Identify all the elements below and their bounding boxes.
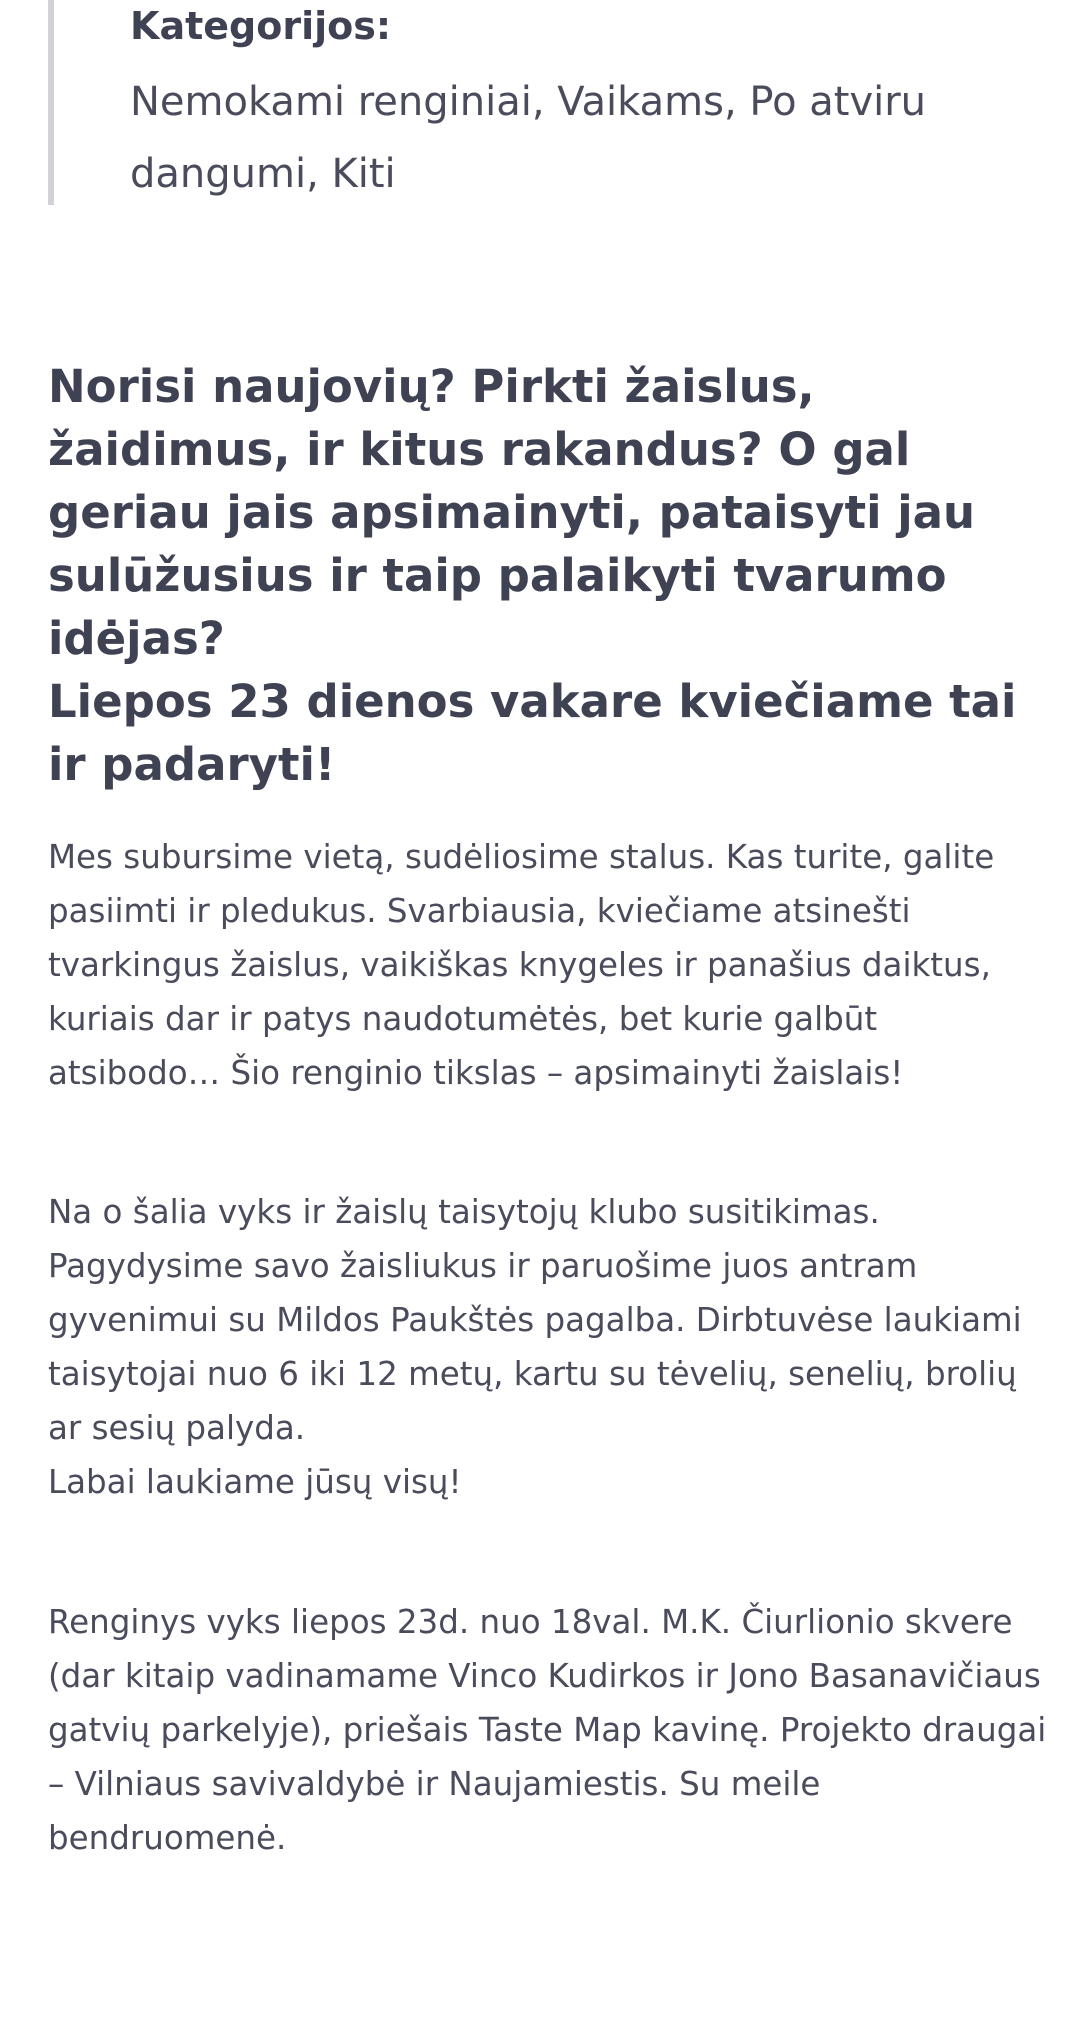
heading-invite: Liepos 23 dienos vakare kviečiame tai ir padaryti! bbox=[48, 675, 1017, 791]
article-paragraph-2 bbox=[48, 1185, 1058, 1509]
categories-label: Kategorijos: bbox=[130, 4, 392, 48]
categories-list: Nemokami renginiai, Vaikams, Po atviru dangumi, Kiti bbox=[130, 79, 927, 197]
article-paragraph-1: Mes subursime vietą, sudėliosime stalus. Kas turite, galite pasiimti ir pledukus. Svarbiausia, kviečiame atsinešti tvarkingus žaislus, vaikiškas knygeles ir panašius daiktus, kuriais dar ir patys naudotumėtės, bet kurie galbūt atsibodo… Šio renginio tikslas – apsimainyti žaislais! bbox=[48, 838, 995, 1092]
article-paragraph-3: Renginys vyks liepos 23d. nuo 18val. M.K. Čiurlionio skvere (dar kitaip vadinamame Vinco Kudirkos ir Jono Basanavičiaus gatvių parkelyje), priešais Taste Map kavinę. Projekto draugai – Vilniaus savivaldybė ir Naujamiestis. Su meile bendruomenė. bbox=[48, 1603, 1047, 1857]
paragraph-2-body: Na o šalia vyks ir žaislų taisytojų klubo susitikimas. Pagydysime savo žaisliukus ir paruošime juos antram gyvenimui su Mildos Paukštės pagalba. Dirbtuvėse laukiami taisytojai nuo 6 iki 12 metų, kartu su tėvelių, senelių, brolių ar sesių palyda. bbox=[48, 1193, 1022, 1447]
categories-blockquote bbox=[48, 0, 1048, 205]
paragraph-2-closing: Labai laukiame jūsų visų! bbox=[48, 1463, 462, 1501]
heading-question: Norisi naujovių? Pirkti žaislus, žaidimus, ir kitus rakandus? O gal geriau jais apsimainyti, pataisyti jau sulūžusius ir taip palaikyti tvarumo idėjas? bbox=[48, 360, 976, 665]
article-heading bbox=[48, 355, 1048, 796]
